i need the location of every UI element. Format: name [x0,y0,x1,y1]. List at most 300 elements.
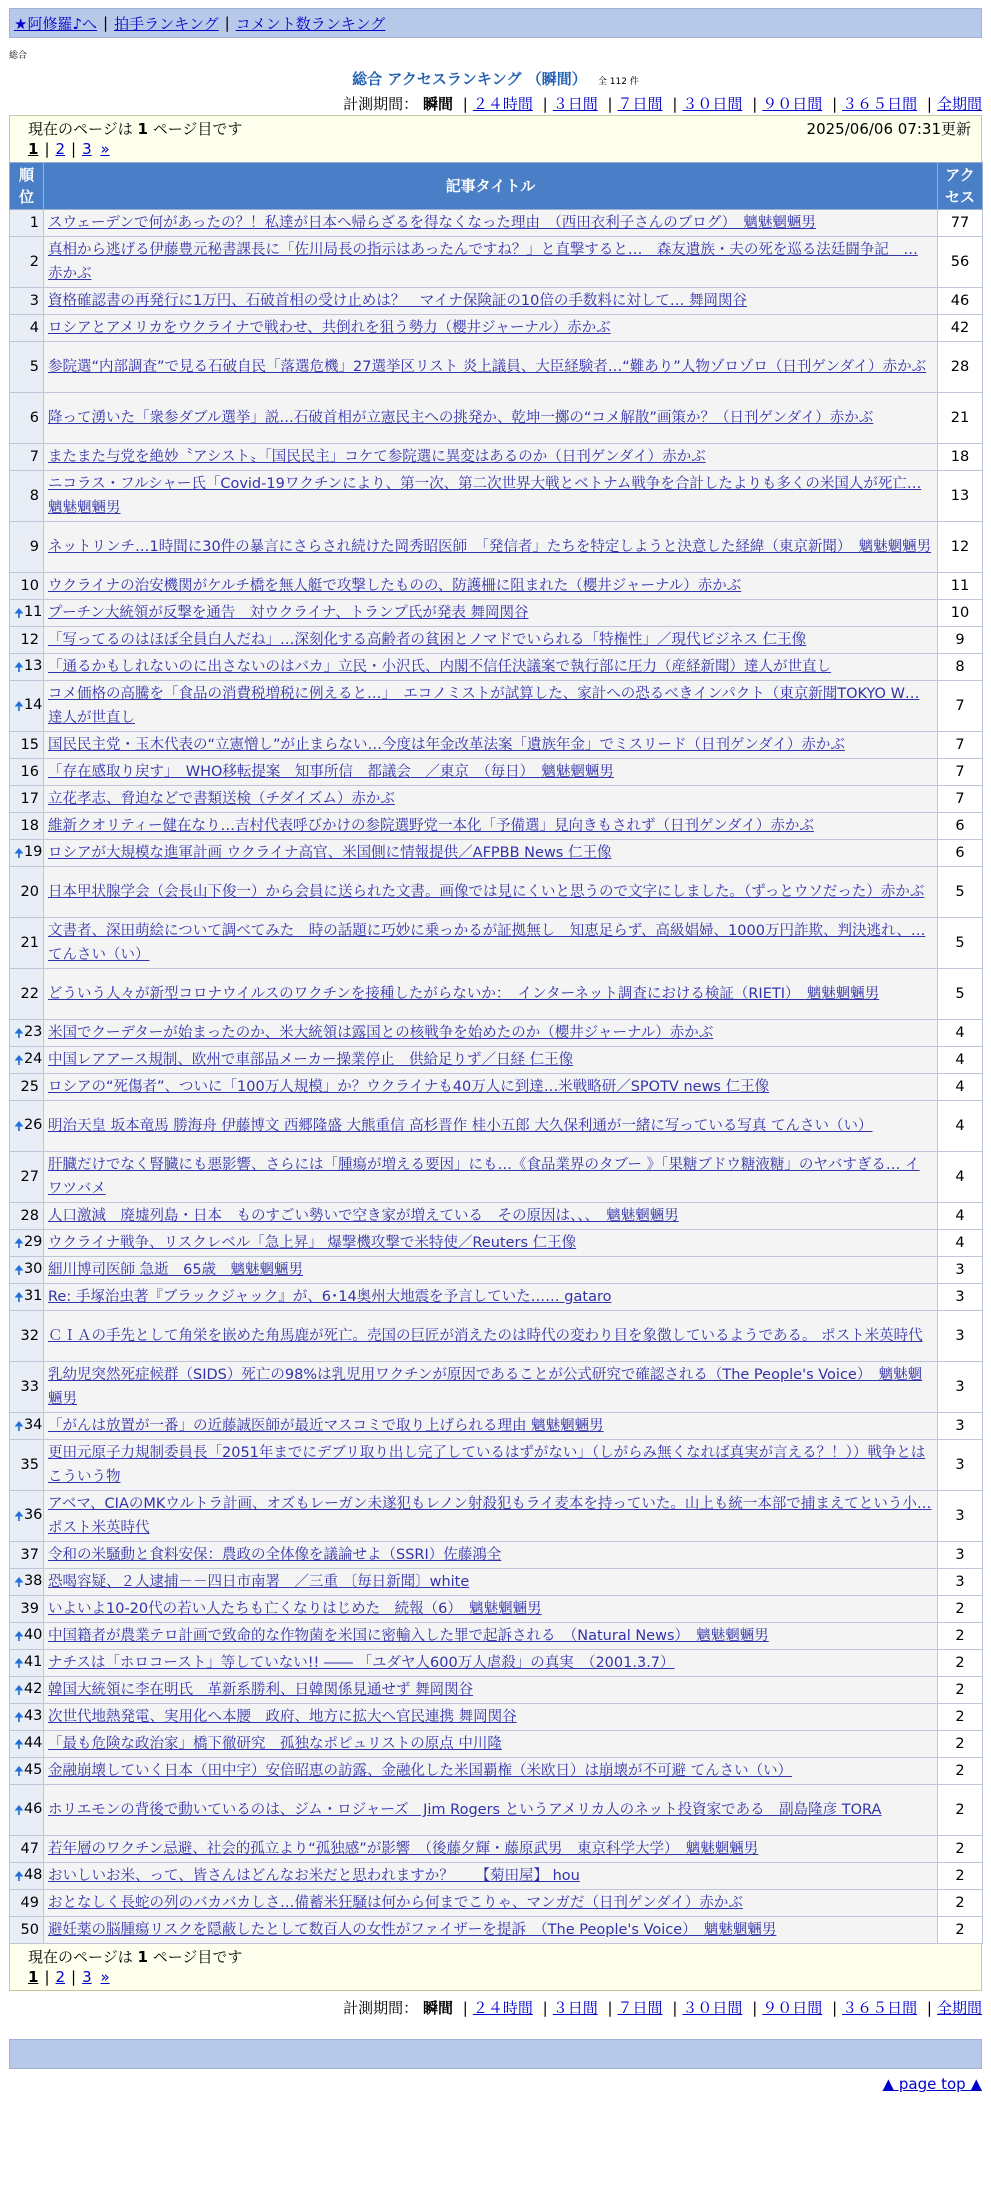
rank-cell [10,522,44,573]
updated-time: 2025/06/06 07:31更新 [806,120,971,138]
rank-up-arrow-icon: 🠉 [14,1026,24,1040]
table-row [10,1203,983,1230]
period-link-all[interactable]: 全期間 [936,1999,982,2017]
article-title-link[interactable]: Re: 手塚治虫著『ブラックジャック』が、6･14奥州大地震を予言していた…… gataro [48,1289,612,1305]
rank-up-arrow-icon: 🠉 [14,1803,24,1817]
title-cell [44,1623,938,1650]
period-link-365d[interactable]: ３６５日間 [842,1999,918,2017]
title-cell [44,1413,938,1440]
rank-cell [10,681,44,732]
article-title-link[interactable]: プーチン大統領が反撃を通告 対ウクライナ、トランプ氏が発表 舞岡関谷 [48,605,529,621]
table-row [10,210,983,237]
rank-number: 37 [20,1547,39,1563]
rank-number: 46 [23,1801,43,1817]
table-row [10,918,983,969]
rank-up-arrow-icon: 🠉 [14,1119,24,1133]
rank-cell [10,627,44,654]
table-row [10,1569,983,1596]
rank-number: 26 [23,1117,43,1133]
period-link-30d[interactable]: ３０日間 [682,95,743,113]
rank-up-arrow-icon: 🠉 [14,1290,24,1304]
title-cell [44,237,938,288]
access-count: 2 [938,1836,983,1863]
rank-number: 7 [29,449,39,465]
page-title-text: 総合 アクセスランキング （瞬間） [352,70,587,88]
table-row [10,1758,983,1785]
rank-cell [10,1917,44,1944]
rank-cell [10,1311,44,1362]
period-link-24h[interactable]: ２４時間 [472,95,533,113]
title-cell [44,1020,938,1047]
page-info-bottom [9,1944,982,1991]
table-row [10,867,983,918]
pager-page-2[interactable]: 2 [55,1968,66,1986]
ranking-table [9,162,983,1944]
title-cell [44,210,938,237]
rank-number: 25 [20,1079,39,1095]
article-title-link[interactable]: 参院選“内部調査”で見る石破自民「落選危機」27選挙区リスト 炎上議員、大臣経験者…“難あり”人物ゾロゾロ（日刊ゲンダイ）赤かぶ [48,359,927,375]
article-title-link[interactable]: 米国でクーデターが始まったのか、米大統領は露国との核戦争を始めたのか（櫻井ジャーナル）赤かぶ [48,1025,714,1041]
access-count: 3 [938,1413,983,1440]
access-count: 3 [938,1257,983,1284]
title-cell [44,1284,938,1311]
access-count: 77 [938,210,983,237]
table-row [10,759,983,786]
rank-up-arrow-icon: 🠉 [14,660,24,674]
rank-number: 14 [23,697,43,713]
title-cell [44,918,938,969]
rank-number: 27 [20,1169,39,1185]
rank-up-arrow-icon: 🠉 [14,1236,24,1250]
table-row [10,786,983,813]
period-link-30d[interactable]: ３０日間 [682,1999,743,2017]
article-title-link[interactable]: 乳幼児突然死症候群（SIDS）死亡の98%は乳児用ワクチンが原因であることが公式研究で確認される（The People's Voice） 魑魅魍魎男 [48,1367,923,1407]
rank-number: 40 [23,1627,43,1643]
rank-cell [10,1074,44,1101]
article-title-link[interactable]: ロシアが大規模な進軍計画 ウクライナ高官、米国側に情報提供／AFPBB News 仁王像 [48,845,612,861]
title-cell [44,315,938,342]
title-cell [44,1542,938,1569]
title-cell [44,1890,938,1917]
article-title-link[interactable]: 「存在感取り戻す」 WHO移転提案 知事所信 都議会 ／東京 （毎日） 魑魅魍魎男 [48,764,614,780]
section-label: 総合 [9,51,28,61]
rank-cell [10,1890,44,1917]
table-row [10,1863,983,1890]
article-title-link[interactable]: 韓国大統領に李在明氏 革新系勝利、日韓関係見通せず 舞岡関谷 [48,1682,474,1698]
rank-number: 31 [23,1288,43,1304]
article-title-link[interactable]: 次世代地熱発電、実用化へ本腰 政府、地方に拡大へ官民連携 舞岡関谷 [48,1709,517,1725]
title-cell [44,813,938,840]
title-cell [44,1758,938,1785]
rank-cell [10,1596,44,1623]
rank-up-arrow-icon: 🠉 [14,699,24,713]
rank-cell [10,867,44,918]
access-count: 46 [938,288,983,315]
rank-cell [10,1731,44,1758]
rank-number: 44 [23,1735,43,1751]
header-rank: 順位 [10,163,44,210]
rank-number: 36 [23,1507,43,1523]
total-count: 全 112 件 [597,77,639,87]
pager: 1 | 2 | 3 » [28,140,110,158]
rank-cell [10,1650,44,1677]
table-row [10,1074,983,1101]
period-link-365d[interactable]: ３６５日間 [842,95,918,113]
rank-number: 6 [29,410,39,426]
rank-number: 17 [20,791,39,807]
table-row [10,471,983,522]
page-info [9,115,982,162]
pager-page-2[interactable]: 2 [55,140,66,158]
rank-cell [10,1491,44,1542]
title-cell [44,867,938,918]
period-link-7d[interactable]: ７日間 [617,1999,663,2017]
access-count: 4 [938,1047,983,1074]
rank-number: 39 [20,1601,39,1617]
access-count: 21 [938,393,983,444]
rank-cell [10,210,44,237]
rank-number: 2 [29,254,39,270]
table-row [10,813,983,840]
article-title-link[interactable]: 金融崩壊していく日本（田中宇）安倍昭恵の訪露、金融化した米国覇権（米欧日）は崩壊が不可避 てんさい（い） [48,1763,793,1779]
period-link-all[interactable]: 全期間 [936,95,982,113]
article-title-link[interactable]: 令和の米騒動と食料安保：農政の全体像を議論せよ（SSRI）佐藤鴻全 [48,1547,502,1563]
access-count: 4 [938,1230,983,1257]
access-count: 2 [938,1758,983,1785]
access-count: 3 [938,1569,983,1596]
access-count: 7 [938,759,983,786]
access-count: 3 [938,1311,983,1362]
article-title-link[interactable]: 細川博司医師 急逝 65歳 魑魅魍魎男 [48,1262,304,1278]
rank-cell [10,1284,44,1311]
article-title-link[interactable]: 「がんは放置が一番」の近藤誠医師が最近マスコミで取り上げられる理由 魑魅魍魎男 [48,1418,604,1434]
article-title-link[interactable]: ロシアとアメリカをウクライナで戦わせ、共倒れを狙う勢力（櫻井ジャーナル）赤かぶ [48,320,611,336]
rank-number: 11 [23,604,43,620]
title-cell [44,1311,938,1362]
period-current: 瞬間 [422,1999,453,2017]
access-count: 6 [938,813,983,840]
table-row [10,1284,983,1311]
title-cell [44,1650,938,1677]
rank-cell [10,315,44,342]
table-row [10,1677,983,1704]
title-cell [44,759,938,786]
article-title-link[interactable]: 資格確認書の再発行に1万円、石破首相の受け止めは？ マイナ保険証の10倍の手数料に対して… 舞岡関谷 [48,293,747,309]
article-title-link[interactable]: 明治天皇 坂本竜馬 勝海舟 伊藤博文 西郷隆盛 大熊重信 高杉晋作 桂小五郎 大久保利通が一緒に写っている写真 てんさい（い） [48,1118,873,1134]
article-title-link[interactable]: ウクライナ戦争、リスクレベル「急上昇」 爆撃機攻撃で米特使／Reuters 仁王像 [48,1235,577,1251]
table-row [10,1257,983,1284]
rank-up-arrow-icon: 🠉 [14,1656,24,1670]
article-title-link[interactable]: 恐喝容疑、２人逮捕－－四日市南署 ／三重 〔毎日新聞〕white [48,1574,470,1590]
table-row [10,1413,983,1440]
article-title-link[interactable]: 「写ってるのはほぼ全員白人だね」…深刻化する高齢者の貧困とノマドでいられる「特権性」／現代ビジネス 仁王像 [48,632,807,648]
article-title-link[interactable]: 降って湧いた「衆参ダブル選挙」説…石破首相が立憲民主への挑発か、乾坤一擲の“コメ解散”画策か？（日刊ゲンダイ）赤かぶ [48,410,874,426]
title-cell [44,1491,938,1542]
rank-number: 3 [29,293,39,309]
table-row [10,444,983,471]
rank-cell [10,1230,44,1257]
access-count: 28 [938,342,983,393]
access-count: 3 [938,1491,983,1542]
rank-number: 35 [20,1457,39,1473]
rank-cell [10,342,44,393]
rank-number: 28 [20,1208,39,1224]
rank-up-arrow-icon: 🠉 [14,1575,24,1589]
access-count: 2 [938,1917,983,1944]
title-cell [44,1101,938,1152]
table-row [10,1101,983,1152]
rank-up-arrow-icon: 🠉 [14,1263,24,1277]
rank-cell [10,1758,44,1785]
table-row [10,1047,983,1074]
rank-number: 21 [20,935,39,951]
pager-page-3[interactable]: 3 [82,1968,92,1986]
article-title-link[interactable]: 国民民主党・玉木代表の“立憲憎し”が止まらない…今度は年金改革法案「遺族年金」でミスリード（日刊ゲンダイ）赤かぶ [48,737,845,753]
article-title-link[interactable]: アベマ、CIAのMKウルトラ計画、オズもレーガン未遂犯もレノン射殺犯もライ麦本を持っていた。山上も統一本部で捕まえてという小… ポスト米英時代 [48,1496,932,1536]
pager-bottom: 1 | 2 | 3 » [28,1968,110,1986]
table-row [10,681,983,732]
pager-next[interactable]: » [100,140,110,158]
title-cell [44,1731,938,1758]
period-link-24h[interactable]: ２４時間 [472,1999,533,2017]
rank-number: 24 [23,1051,43,1067]
table-row [10,288,983,315]
table-row [10,1491,983,1542]
rank-number: 19 [23,844,43,860]
title-cell [44,627,938,654]
title-cell [44,1203,938,1230]
rank-cell [10,1101,44,1152]
article-title-link[interactable]: ネットリンチ…1時間に30件の暴言にさらされ続けた岡秀昭医師 「発信者」たちを特定しようと決意した経緯（東京新聞） 魑魅魍魎男 [48,539,932,555]
title-cell [44,681,938,732]
table-row [10,1650,983,1677]
article-title-link[interactable]: またまた与党を絶妙〝アシスト〟「国民民主」コケて参院選に異変はあるのか（日刊ゲンダイ）赤かぶ [48,449,706,465]
access-count: 8 [938,654,983,681]
access-count: 5 [938,867,983,918]
period-selector-bottom: 計測期間： 瞬間 | ２４時間 | ３日間 | ７日間 | ３０日間 | ９０日間 | ３６５日間 | 全期間 [343,1999,982,2017]
title-cell [44,1836,938,1863]
rank-cell [10,1836,44,1863]
rank-up-arrow-icon: 🠉 [14,1710,24,1724]
rank-up-arrow-icon: 🠉 [14,1764,24,1778]
rank-cell [10,1440,44,1491]
article-title-link[interactable]: ニコラス・フルシャー氏「Covid-19ワクチンにより、第一次、第二次世界大戦とベトナム戦争を合計したよりも多くの米国人が死亡… 魑魅魍魎男 [48,476,922,516]
article-title-link[interactable]: 文書者、深田萌絵について調べてみた 時の話題に巧妙に乗っかるが証拠無し 知恵足らず、高級娼婦、1000万円詐欺、判決逃れ、… てんさい（い） [48,923,926,963]
rank-up-arrow-icon: 🠉 [14,1737,24,1751]
period-link-3d[interactable]: ３日間 [552,1999,598,2017]
article-title-link[interactable]: 「通るかもしれないのに出さないのはバカ」立民・小沢氏、内閣不信任決議案で執行部に圧力（産経新聞）達人が世直し [48,659,831,675]
rank-number: 29 [23,1234,43,1250]
table-row [10,732,983,759]
period-link-90d[interactable]: ９０日間 [762,1999,823,2017]
article-title-link[interactable]: 人口激減 廃墟列島・日本 ものすごい勢いで空き家が増えている その原因は、、、 魑魅魍魎男 [48,1208,679,1224]
article-title-link[interactable]: 真相から逃げる伊藤豊元秘書課長に「佐川局長の指示はあったんですね？」と直撃すると… 森友遺族・夫の死を巡る法廷闘争記 … 赤かぶ [48,242,918,282]
table-row [10,1596,983,1623]
table-row [10,1440,983,1491]
rank-number: 15 [20,737,39,753]
period-link-90d[interactable]: ９０日間 [762,95,823,113]
rank-number: 43 [23,1708,43,1724]
rank-cell [10,840,44,867]
title-cell [44,1704,938,1731]
article-title-link[interactable]: どういう人々が新型コロナウイルスのワクチンを接種したがらないか： インターネット調査における検証（RIETI） 魑魅魍魎男 [48,986,880,1002]
article-title-link[interactable]: ホリエモンの背後で動いているのは、ジム・ロジャーズ Jim Rogers というアメリカ人のネット投資家である 副島隆彦 TORA [48,1802,882,1818]
period-link-3d[interactable]: ３日間 [552,95,598,113]
table-row [10,840,983,867]
title-cell [44,786,938,813]
table-row [10,1623,983,1650]
rank-number: 47 [20,1841,39,1857]
rank-cell [10,600,44,627]
rank-up-arrow-icon: 🠉 [14,606,24,620]
article-title-link[interactable]: コメ価格の高騰を「食品の消費税増税に例えると…」 エコノミストが試算した、家計への恐るべきインパクト（東京新聞TOKYO W… 達人が世直し [48,686,920,726]
article-title-link[interactable]: ナチスは「ホロコースト」等していない!! ―― 「ユダヤ人600万人虐殺」の真実 （2001.3.7） [48,1655,675,1671]
rank-up-arrow-icon: 🠉 [14,1683,24,1697]
title-cell [44,1152,938,1203]
article-title-link[interactable]: 若年層のワクチン忌避、社会的孤立より“孤独感”が影響 （後藤夕輝・藤原武男 東京科学大学） 魑魅魍魎男 [48,1841,759,1857]
period-link-7d[interactable]: ７日間 [617,95,663,113]
article-title-link[interactable]: ロシアの“死傷者”、ついに「100万人規模」か？ウクライナも40万人に到達…米戦略研／SPOTV news 仁王像 [48,1079,770,1095]
rank-cell [10,654,44,681]
access-count: 2 [938,1863,983,1890]
access-count: 9 [938,627,983,654]
table-row [10,654,983,681]
rank-up-arrow-icon: 🠉 [14,1053,24,1067]
article-title-link[interactable]: 「最も危険な政治家」橋下徹研究 孤独なポピュリストの原点 中川隆 [48,1736,502,1752]
article-title-link[interactable]: 肝臓だけでなく腎臓にも悪影響、さらには「腫瘍が増える要因」にも…《食品業界のタブー 》「果糖ブドウ糖液糖」のヤバすぎる… イワツバメ [48,1157,920,1197]
rank-up-arrow-icon: 🠉 [14,1419,24,1433]
rank-number: 8 [29,488,39,504]
access-count: 2 [938,1623,983,1650]
table-row [10,342,983,393]
title-cell [44,1677,938,1704]
table-row [10,1542,983,1569]
title-cell [44,600,938,627]
current-page-text-bottom: 現在のページは 1 ページ目です [28,1948,243,1966]
access-count: 2 [938,1596,983,1623]
rank-cell [10,813,44,840]
rank-cell [10,237,44,288]
period-label: 計測期間： [343,95,419,113]
rank-cell [10,759,44,786]
table-row [10,1836,983,1863]
rank-up-arrow-icon: 🠉 [14,1509,24,1523]
access-count: 2 [938,1890,983,1917]
title-cell [44,342,938,393]
access-count: 2 [938,1731,983,1758]
comment-ranking-link[interactable]: コメント数ランキング [235,14,386,33]
rank-cell [10,573,44,600]
page-top-link[interactable]: ▲ page top ▲ [882,2075,982,2093]
article-title-link[interactable]: ＣＩＡの手先として角栄を嵌めた角馬鹿が死亡。売国の巨匠が消えたのは時代の変わり目を象徴しているようである。 ポスト米英時代 [48,1328,923,1344]
pager-page-3[interactable]: 3 [82,140,92,158]
access-count: 13 [938,471,983,522]
table-row [10,1311,983,1362]
access-count: 4 [938,1074,983,1101]
article-title-link[interactable]: おいしいお米、って、皆さんはどんなお米だと思われますか？ 【菊田屋】 hou [48,1868,580,1884]
article-title-link[interactable]: 更田元原子力規制委員長「2051年までにデブリ取り出し完了しているはずがない」（しがらみ無くなれば真実が言える？！））戦争とはこういう物 [48,1445,926,1485]
header-access: アクセス [938,163,983,210]
article-title-link[interactable]: いよいよ10-20代の若い人たちも亡くなりはじめた 続報（6） 魑魅魍魎男 [48,1601,542,1617]
access-count: 3 [938,1440,983,1491]
period-label: 計測期間： [343,1999,419,2017]
rank-number: 13 [23,658,43,674]
table-row [10,627,983,654]
rank-number: 16 [20,764,39,780]
rank-cell [10,444,44,471]
access-count: 4 [938,1203,983,1230]
article-title-link[interactable]: おとなしく長蛇の列のバカバカしさ…備蓄米狂騒は何から何までこりゃ、マンガだ（日刊ゲンダイ）赤かぶ [48,1895,743,1911]
access-count: 4 [938,1152,983,1203]
pager-current: 1 [28,140,39,158]
rank-number: 20 [20,884,39,900]
access-count: 11 [938,573,983,600]
article-title-link[interactable]: 維新クオリティー健在なり…吉村代表呼びかけの参院選野党一本化「予備選」見向きもされず（日刊ゲンダイ）赤かぶ [48,818,814,834]
title-cell [44,1257,938,1284]
rank-number: 32 [20,1328,39,1344]
rank-up-arrow-icon: 🠉 [14,1869,24,1883]
top-nav [9,8,982,38]
access-count: 6 [938,840,983,867]
title-cell [44,393,938,444]
period-selector: 計測期間： 瞬間 | ２４時間 | ３日間 | ７日間 | ３０日間 | ９０日間 | ３６５日間 | 全期間 [343,95,982,113]
access-count: 7 [938,732,983,759]
home-link[interactable]: ★阿修羅♪へ [14,14,98,33]
article-title-link[interactable]: スウェーデンで何があったの？！私達が日本へ帰らざるを得なくなった理由 （西田衣利子さんのブログ） 魑魅魍魎男 [48,215,816,231]
title-cell [44,288,938,315]
access-count: 2 [938,1704,983,1731]
article-title-link[interactable]: 日本甲状腺学会（会長山下俊一）から会員に送られた文書。画像では見にくいと思うので文字にしました。（ずっとウソだった）赤かぶ [48,884,925,900]
pager-next[interactable]: » [100,1968,110,1986]
access-count: 2 [938,1785,983,1836]
rank-cell [10,393,44,444]
table-row [10,1917,983,1944]
rank-cell [10,786,44,813]
table-row [10,1230,983,1257]
rank-number: 34 [23,1417,43,1433]
table-row [10,522,983,573]
table-row [10,1362,983,1413]
rank-number: 10 [20,578,39,594]
rank-number: 41 [23,1654,43,1670]
applause-ranking-link[interactable]: 拍手ランキング [114,14,219,33]
rank-number: 5 [29,359,39,375]
access-count: 18 [938,444,983,471]
article-title-link[interactable]: 避妊薬の脳腫瘍リスクを隠蔽したとして数百人の女性がファイザーを提訴 （The People's Voice） 魑魅魍魎男 [48,1922,777,1938]
rank-number: 48 [23,1867,43,1883]
title-cell [44,1863,938,1890]
table-row [10,393,983,444]
rank-number: 1 [29,215,39,231]
title-cell [44,732,938,759]
table-row [10,237,983,288]
title-cell [44,1074,938,1101]
article-title-link[interactable]: 中国レアアース規制、欧州で車部品メーカー操業停止 供給足りず／日経 仁王像 [48,1052,574,1068]
rank-number: 9 [29,539,39,555]
article-title-link[interactable]: 立花孝志、脅迫などで書類送検（チダイズム）赤かぶ [48,791,395,807]
article-title-link[interactable]: ウクライナの治安機関がケルチ橋を無人艇で攻撃したものの、防護柵に阻まれた（櫻井ジャーナル）赤かぶ [48,578,742,594]
article-title-link[interactable]: 中国籍者が農業テロ計画で致命的な作物菌を米国に密輸入した罪で起訴される （Natural News） 魑魅魍魎男 [48,1628,769,1644]
rank-cell [10,1152,44,1203]
table-row [10,1785,983,1836]
access-count: 12 [938,522,983,573]
ranking-body [10,210,983,1944]
access-count: 7 [938,681,983,732]
access-count: 2 [938,1677,983,1704]
title-cell [44,573,938,600]
title-cell [44,444,938,471]
rank-number: 50 [20,1922,39,1938]
